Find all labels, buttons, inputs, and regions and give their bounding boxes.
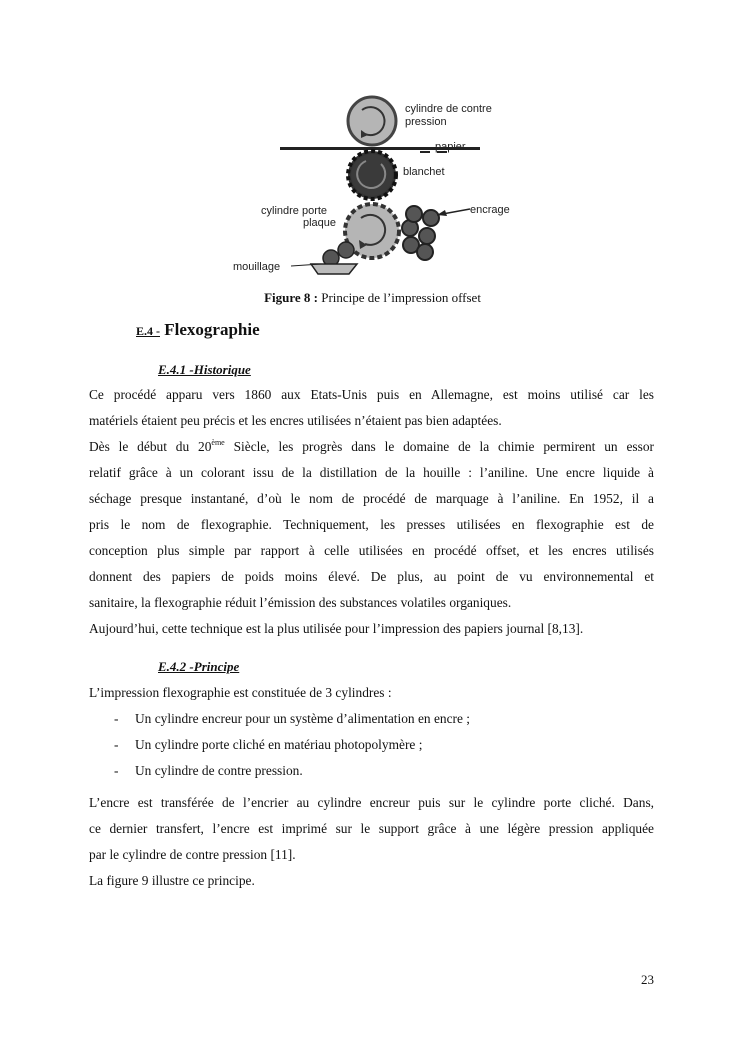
label-counter-pressure-2: pression xyxy=(405,116,447,128)
section-number: E.4 - xyxy=(136,324,160,338)
caption-label: Figure 8 : xyxy=(264,290,318,305)
offset-diagram xyxy=(225,88,525,278)
caption-text: Principe de l’impression offset xyxy=(317,290,481,305)
list-item: - Un cylindre porte cliché en matériau photopolymère ; xyxy=(114,737,423,752)
counter-pressure-cylinder xyxy=(348,97,396,145)
section-title: Flexographie xyxy=(164,320,260,339)
historique-p2-line-2: relatif grâce à un colorant issu de la distillation de la houille : l’aniline. Une encre liquide à xyxy=(89,465,654,480)
historique-p1-line-1: Ce procédé apparu vers 1860 aux Etats-Unis puis en Allemagne, est moins utilisé car les xyxy=(89,387,654,402)
principe-p-line-3: par le cylindre de contre pression [11]. xyxy=(89,847,296,862)
label-blanket: blanchet xyxy=(403,166,445,178)
label-plate-2: plaque xyxy=(303,217,337,229)
figure-caption xyxy=(0,290,745,306)
section-heading xyxy=(136,320,260,340)
offset-printing-figure xyxy=(225,88,525,278)
principe-figure-ref: La figure 9 illustre ce principe. xyxy=(89,873,255,888)
principe-p-line-1: L’encre est transférée de l’encrier au cylindre encreur puis sur le cylindre porte cliché. Dans, xyxy=(89,795,654,810)
page-number: 23 xyxy=(641,972,654,987)
historique-p2-line-3: séchage presque instantané, d’où le nom de procédé de marquage à l’aniline. En 1952, il a xyxy=(89,491,654,506)
label-plate-1: cylindre porte xyxy=(261,205,328,217)
label-counter-pressure-1: cylindre de contre xyxy=(405,103,492,115)
principe-heading: E.4.2 -Principe xyxy=(158,659,240,674)
principe-intro: L’impression flexographie est constituée de 3 cylindres : xyxy=(89,685,392,700)
historique-p2-line-7: sanitaire, la flexographie réduit l’émission des substances volatiles organiques. xyxy=(89,595,512,610)
historique-p2-line-1: Dès le début du 20ème Siècle, les progrès dans le domaine de la chimie permirent un essor xyxy=(89,438,654,454)
historique-paragraphs xyxy=(89,382,654,642)
superscript-eme: ème xyxy=(211,438,225,447)
historique-heading: E.4.1 -Historique xyxy=(158,362,251,377)
historique-p2-line-6: donnent des papiers de poids moins élevé. De plus, au point de vu environnemental et xyxy=(89,569,654,584)
historique-p2-line-5: conception plus simple par rapport à celle utilisées en procédé offset, et les encres utilisés xyxy=(89,543,654,558)
historique-p1-line-2: matériels étaient peu précis et les encres utilisées n’étaient pas bien adaptées. xyxy=(89,413,502,428)
list-item: - Un cylindre encreur pour un système d’alimentation en encre ; xyxy=(114,711,471,726)
label-paper: papier xyxy=(435,141,466,153)
cylinder-list xyxy=(89,706,470,784)
label-dampening: mouillage xyxy=(233,261,281,273)
principe-paragraph xyxy=(89,790,654,894)
list-item: - Un cylindre de contre pression. xyxy=(114,763,303,778)
dampening-tray xyxy=(311,264,357,274)
historique-p2-line-4: pris le nom de flexographie. Techniquement, les presses utilisées en flexographie est de xyxy=(89,517,654,532)
historique-p3: Aujourd’hui, cette technique est la plus utilisée pour l’impression des papiers journal [8,13]. xyxy=(89,621,584,636)
label-inking: encrage xyxy=(470,204,510,216)
principe-p-line-2: ce dernier transfert, l’encre est imprimé sur le support grâce à une légère pression appliquée xyxy=(89,821,654,836)
